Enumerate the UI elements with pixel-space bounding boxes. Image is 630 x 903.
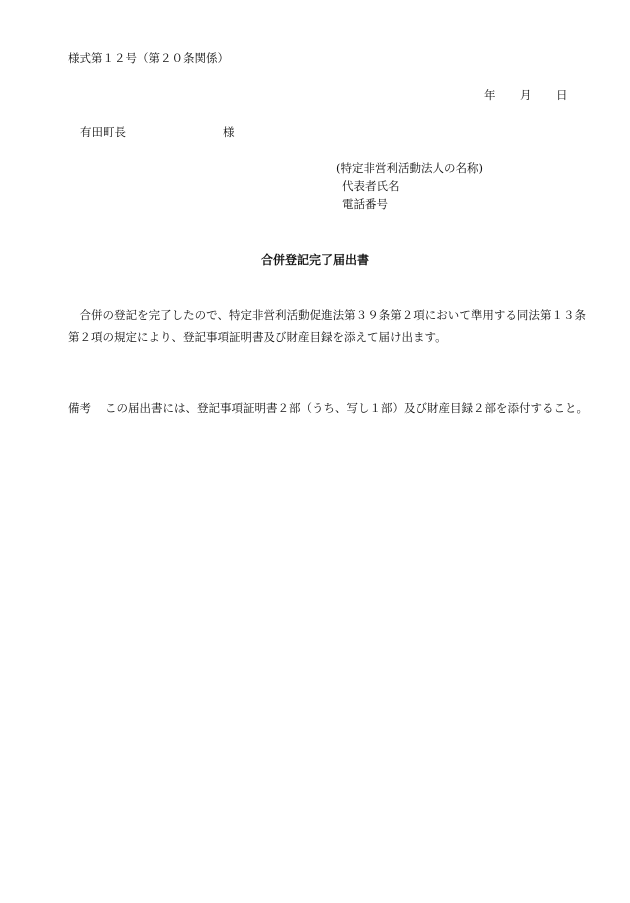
remarks-label: 備考 (68, 401, 91, 415)
form-number: 様式第１２号（第２０条関係） (68, 51, 229, 65)
applicant-phone-label: 電話番号 (342, 197, 388, 211)
document-title: 合併登記完了届出書 (260, 253, 369, 267)
date-day-label: 日 (556, 88, 568, 102)
applicant-representative-label: 代表者氏名 (342, 179, 400, 193)
date-month-label: 月 (520, 88, 532, 102)
addressee-honorific: 様 (223, 125, 235, 139)
addressee-name: 有田町長 (80, 125, 126, 139)
remarks (68, 397, 588, 419)
date-year-label: 年 (484, 88, 496, 102)
applicant-org-name-label: (特定非営利活動法人の名称) (336, 161, 483, 175)
remarks-text: この届出書には、登記事項証明書２部（うち、写し１部）及び財産目録２部を添付すること。 (105, 401, 588, 415)
document-body: 合併の登記を完了したので、特定非営利活動促進法第３９条第２項において準用する同法第１３条第２項の規定により、登記事項証明書及び財産目録を添えて届け出ます。 (68, 308, 586, 344)
